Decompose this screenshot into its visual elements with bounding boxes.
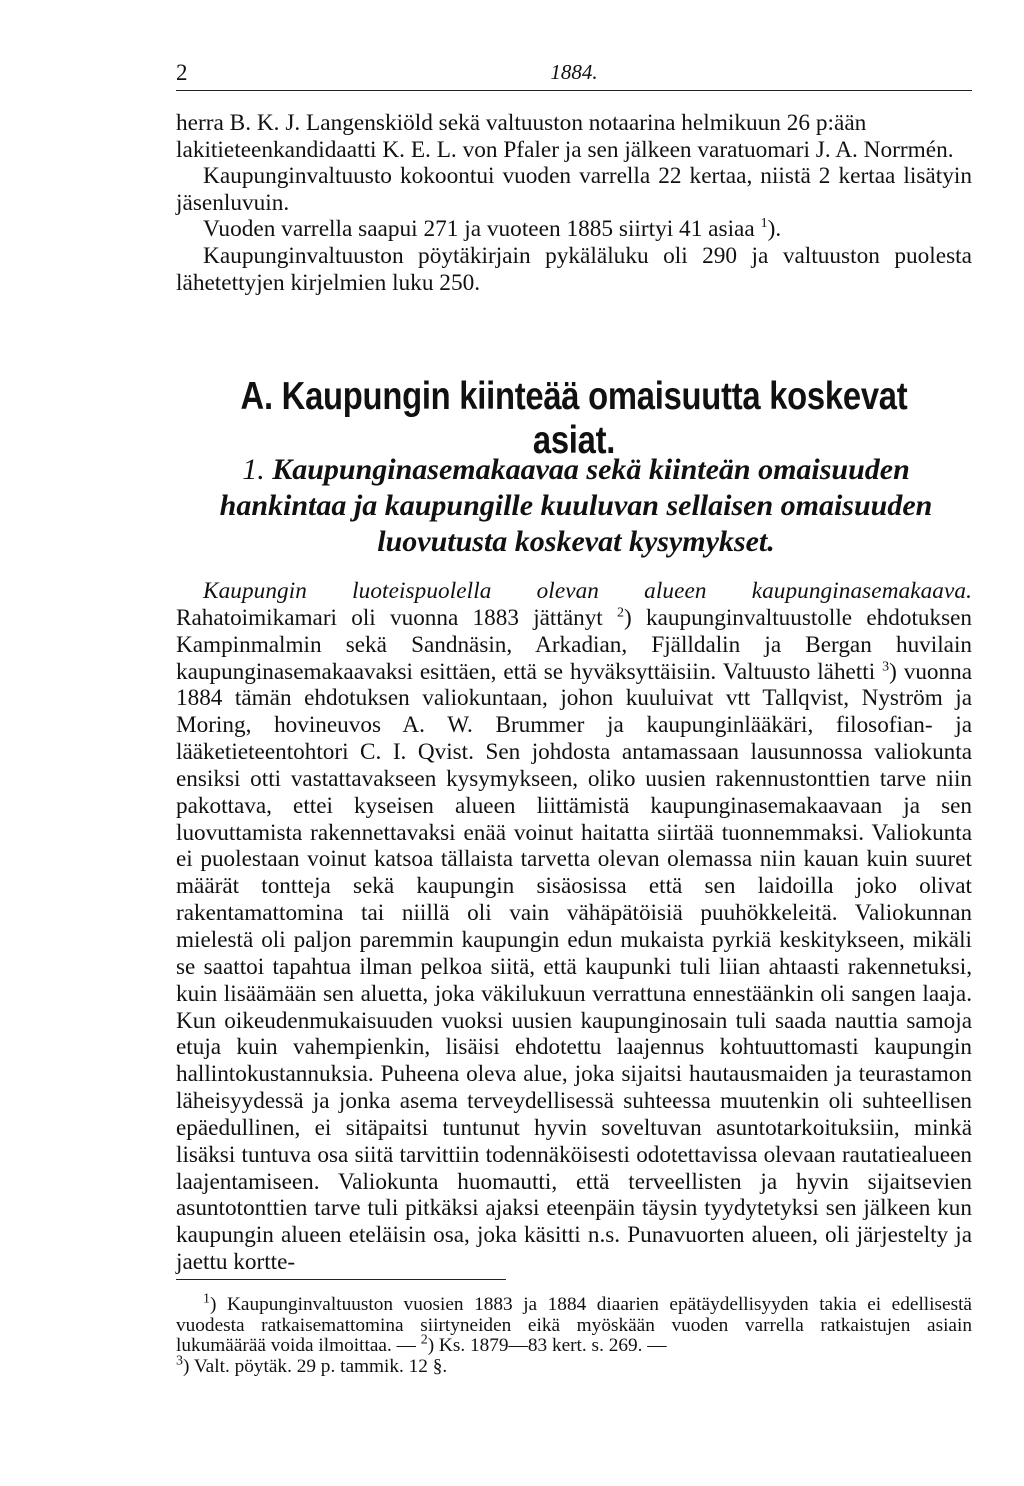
running-title: 1884. bbox=[550, 60, 598, 84]
subsection-title: Kaupunginasemakaavaa sekä kiinteän omaisuuden hankintaa ja kaupungille kuuluvan sellaisen omaisuuden luovutusta koskevat kysymykset. bbox=[219, 453, 933, 558]
intro-paragraph-3-end: ). bbox=[767, 216, 782, 243]
subsection-number: 1. bbox=[242, 453, 265, 486]
footnote-ref-3: 3 bbox=[882, 658, 890, 674]
main-text-part-3: ) vuonna 1884 tämän ehdotuksen valiokuntaan, johon kuuluivat vtt Tallqvist, Nyström ja Moring, hovineuvos A. W. Brummer ja kaupunginlääkäri, filosofian- ja lääketieteentohtori C. I. Qvist. Sen johdosta antamassaan lausunnossa valiokunta ensiksi otti vastattavakseen kysymykseen, oliko uusien rakennustonttien tarve niin pakottava, ettei kyseisen alueen liittämistä kaupunginasemakaavaan ja sen luovuttamista rakennettavaksi enää voinut haitatta siirtää tuonnemmaksi. Valiokunta ei puolestaan voinut katsoa tällaista tarvetta olevan olemassa niin kauan kuin suuret määrät tontteja sekä kaupungin sisäosissa että sen laidoilla joko olivat rakentamattomina tai niillä oli vain vähäpätöisiä puuhökkeleitä. Valiokunnan mielestä oli paljon paremmin kaupungin edun mukaista pyrkiä keskitykseen, mikäli se saattoi tapahtua ilman pelkoa siitä, että kaupunki tuli liian ahtaasti rakennetuksi, kuin lisäämään sen aluetta, joka väkilukuun verrattuna ennestäänkin oli sangen laaja. Kun oikeudenmukaisuuden vuoksi uusien kaupunginosain tuli saada nauttia samoja etuja kuin vahempienkin, lisäisi ehdotettu laajennus kohtuuttomasti kaupungin hallintokustannuksia. Puheena oleva alue, joka sijaitsi hautausmaiden ja teurastamon läheisyydessä ja jonka asema terveydellisessä suhteessa muutenkin oli suhteellisen epäedullinen, ei sitäpaitsi tuntunut hyvin soveltuvan asuntotarkoituksiin, minkä lisäksi tuntuva osa siitä tarvittiin todennäköisesti odotettavissa olevaan rautatiealueen laajentamiseen. Valiokunta huomautti, että terveellisten ja hyvin sijaitsevien asuntotonttien tarve tuli pitkäksi ajaksi eteenpäin täysin tyydytetyksi sen jälkeen kun kaupungin alueen eteläisin osa, joka käsitti n.s. Punavuorten alueen, oli järjestelty ja jaettu kortte- bbox=[176, 658, 972, 1276]
footnote-ref-2: 2 bbox=[617, 605, 625, 621]
footnote-mark-2: 2 bbox=[420, 1332, 428, 1348]
paragraph-lead: Kaupungin luoteispuolella olevan alueen kaupunginasemakaava. bbox=[203, 578, 972, 604]
main-text-part-2: ) kaupunginvaltuustolle ehdotuksen Kampinmalmin sekä Sandnäsin, Arkadian, Fjälldalin ja Bergan huvilain kaupunginasemakaavaksi esittäen, että se hyväksyttäisiin. Valtuusto lähetti bbox=[176, 604, 972, 685]
section-heading: A. Kaupungin kiinteää omaisuutta koskevat asiat. bbox=[240, 375, 908, 462]
footnote-mark-3: 3 bbox=[176, 1353, 183, 1369]
intro-paragraph-4: Kaupunginvaltuuston pöytäkirjain pykäläluku oli 290 ja valtuuston puolesta lähetettyjen kirjelmien luku 250. bbox=[176, 242, 972, 296]
main-text bbox=[176, 578, 972, 1276]
footnote-text bbox=[176, 1291, 972, 1377]
main-text-part-1: Rahatoimikamari oli vuonna 1883 jättänyt bbox=[176, 604, 618, 631]
footnote-3: ) Valt. pöytäk. 29 p. tammik. 12 §. bbox=[183, 1355, 448, 1377]
intro-paragraph-1: herra B. K. J. Langenskiöld sekä valtuuston notaarina helmikuun 26 p:ään lakitieteenkandidaatti K. E. L. von Pfaler ja sen jälkeen varatuomari J. A. Norrmén. bbox=[176, 110, 954, 163]
footnote-1: ) Kaupunginvaltuuston vuosien 1883 ja 1884 diaarien epätäydellisyyden takia ei edellisestä vuodesta ratkaisemattomina siirtyneiden eikä myöskään vuoden varrella ratkaistujen asiain lukumäärää voida ilmoittaa. — bbox=[176, 1294, 972, 1356]
intro-paragraph-3 bbox=[176, 216, 972, 243]
footnote-rule bbox=[176, 1279, 506, 1280]
footnotes bbox=[176, 1291, 972, 1377]
footnote-2: ) Ks. 1879—83 kert. s. 269. — bbox=[427, 1335, 667, 1356]
subsection-heading bbox=[196, 452, 956, 560]
footnote-ref-1: 1 bbox=[760, 216, 768, 232]
intro-text bbox=[176, 110, 972, 296]
intro-paragraph-3-text: Vuoden varrella saapui 271 ja vuoteen 1885 siirtyi 41 asiaa bbox=[203, 216, 755, 243]
intro-paragraph-2: Kaupunginvaltuusto kokoontui vuoden varrella 22 kertaa, niistä 2 kertaa lisätyin jäsenluvuin. bbox=[176, 163, 972, 216]
main-paragraph bbox=[176, 578, 972, 1276]
page-header bbox=[176, 58, 972, 91]
page-number: 2 bbox=[176, 60, 188, 85]
footnote-mark-1: 1 bbox=[203, 1291, 210, 1307]
